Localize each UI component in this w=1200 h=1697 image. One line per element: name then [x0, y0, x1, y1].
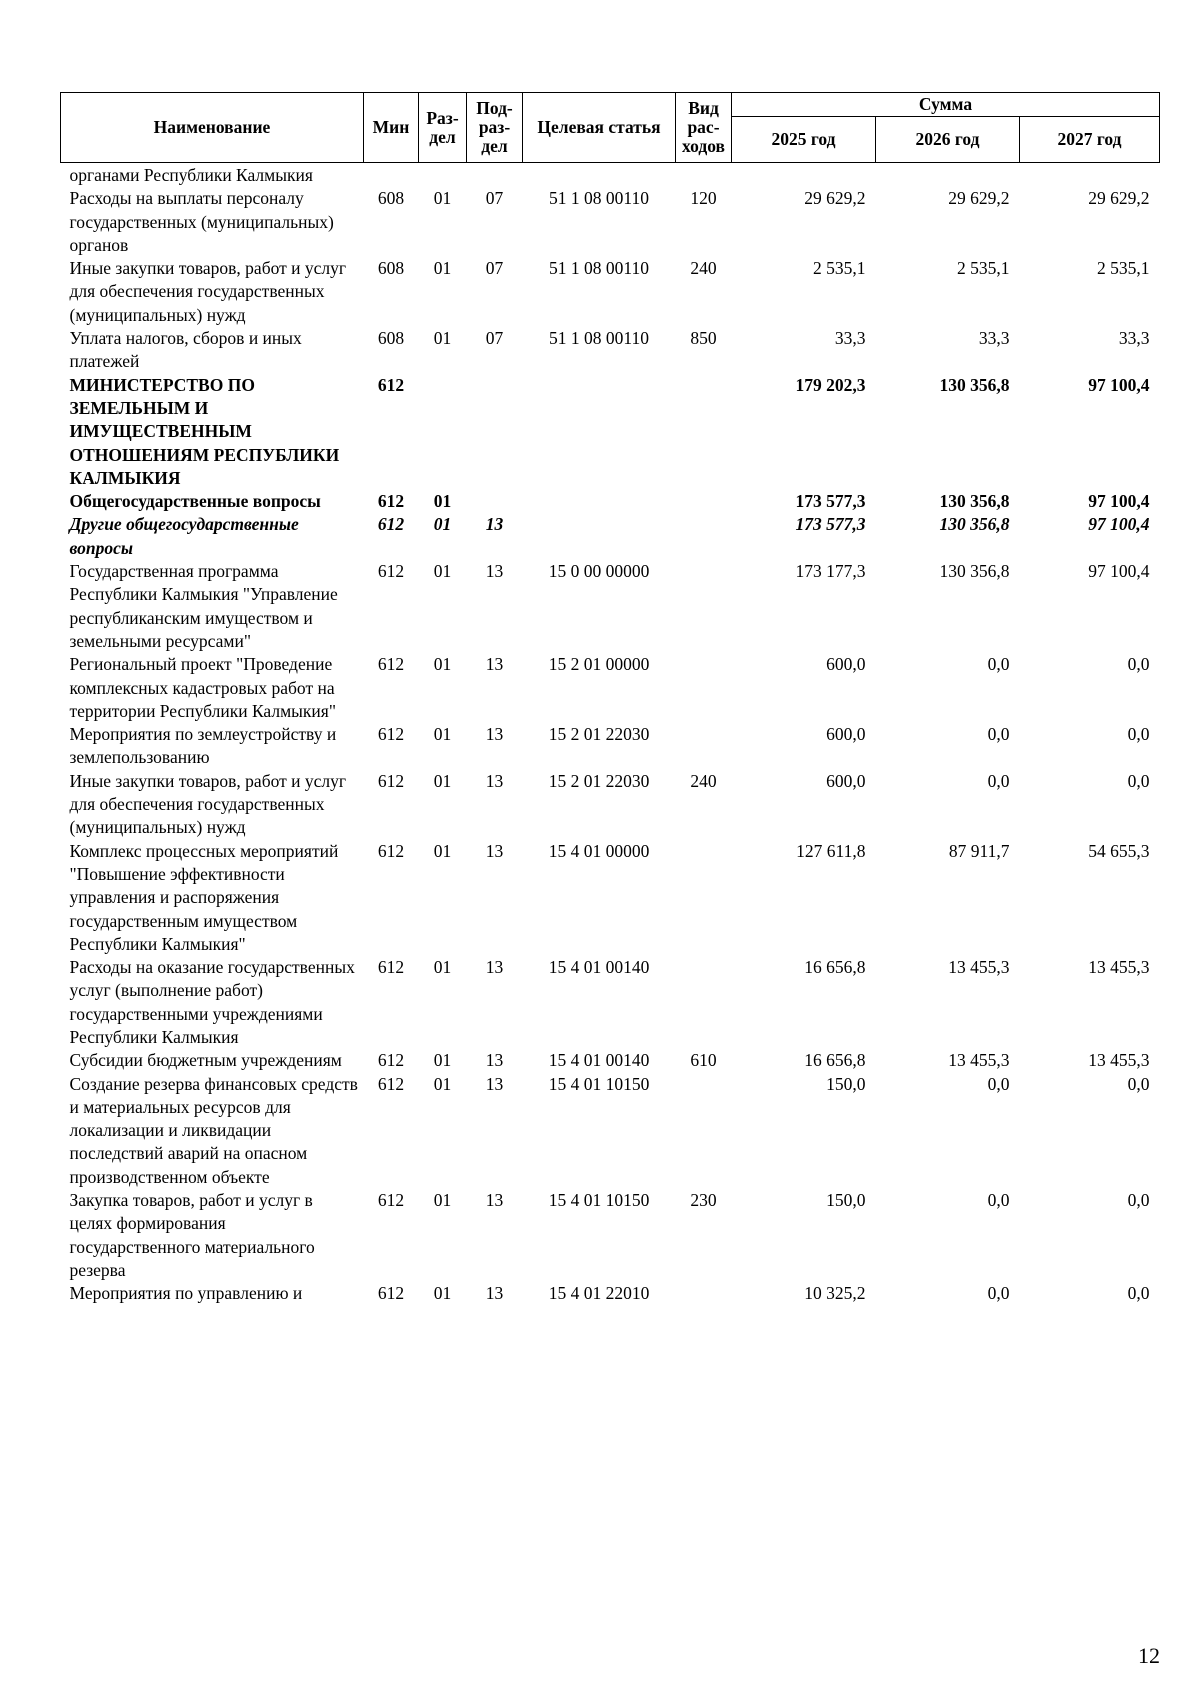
cell-sum-2025: 179 202,3: [795, 374, 866, 395]
table-row: [61, 1189, 1160, 1282]
table-row: [61, 1073, 1160, 1189]
cell-sum-2027: 0,0: [1127, 1283, 1150, 1304]
cell-name: Расходы на выплаты персоналу государственных (муниципальных) органов: [69, 188, 334, 255]
cell-name: Создание резерва финансовых средств и материальных ресурсов для локализации и ликвидации последствий аварий на опасном производственном объекте: [69, 1073, 358, 1187]
cell-expense-type: 240: [690, 770, 717, 791]
cell-sum-2027: 0,0: [1127, 654, 1150, 675]
cell-subsection: 13: [485, 1050, 504, 1071]
cell-sum-2025: 173 177,3: [795, 561, 866, 582]
cell-expense-type: [676, 374, 732, 490]
cell-sum-2025: 600,0: [826, 724, 866, 745]
cell-subsection: 07: [485, 328, 504, 349]
table-row: [61, 163, 1160, 188]
table-row: [61, 374, 1160, 490]
cell-expense-type: [676, 1282, 732, 1305]
cell-subsection: 07: [485, 258, 504, 279]
cell-name: Расходы на оказание государственных услуг (выполнение работ) государственными учреждениями Республики Калмыкия: [69, 957, 355, 1047]
cell-target-article: 15 2 01 22030: [548, 770, 650, 791]
cell-subsection: 13: [485, 561, 504, 582]
cell-section: 01: [433, 957, 452, 978]
cell-ministry: 612: [377, 491, 405, 512]
cell-sum-2025: 150,0: [826, 1190, 866, 1211]
cell-sum-2026: 87 911,7: [948, 840, 1010, 861]
cell-sum-2025: [732, 163, 876, 188]
page-number: 12: [1138, 1643, 1160, 1668]
cell-sum-2027: 13 455,3: [1088, 957, 1150, 978]
table-row: [61, 956, 1160, 1049]
cell-name: Закупка товаров, работ и услуг в целях формирования государственного материального резерва: [69, 1190, 315, 1280]
cell-section: 01: [433, 654, 452, 675]
cell-sum-2025: 16 656,8: [804, 1050, 866, 1071]
cell-sum-2026: 0,0: [987, 1190, 1010, 1211]
cell-sum-2026: 0,0: [987, 770, 1010, 791]
cell-sum-2026: 2 535,1: [957, 258, 1010, 279]
cell-expense-type: 850: [690, 328, 717, 349]
cell-subsection: 07: [485, 188, 504, 209]
cell-sum-2025: 600,0: [826, 770, 866, 791]
cell-section: 01: [433, 258, 452, 279]
cell-target-article: 51 1 08 00110: [549, 328, 649, 349]
header-year-2025: 2025 год: [732, 117, 876, 163]
header-expense-type: Вид рас-ходов: [676, 93, 732, 163]
cell-target-article: 15 4 01 00140: [548, 957, 650, 978]
header-year-2027: 2027 год: [1020, 117, 1160, 163]
cell-sum-2026: 13 455,3: [948, 957, 1010, 978]
cell-expense-type: [676, 653, 732, 723]
cell-sum-2027: 13 455,3: [1088, 1050, 1150, 1071]
cell-expense-type: 120: [690, 188, 717, 209]
cell-sum-2026: 130 356,8: [939, 491, 1010, 512]
header-min: Мин: [364, 93, 419, 163]
table-row: [61, 327, 1160, 374]
cell-sum-2025: 600,0: [826, 654, 866, 675]
table-row: [61, 770, 1160, 840]
table-row: [61, 1049, 1160, 1072]
cell-name: Государственная программа Республики Калмыкия "Управление республиканским имуществом и земельными ресурсами": [69, 561, 338, 651]
cell-sum-2026: 29 629,2: [948, 188, 1010, 209]
table-row: [61, 257, 1160, 327]
cell-sum-2027: 0,0: [1127, 770, 1150, 791]
cell-sum-2025: 16 656,8: [804, 957, 866, 978]
cell-section: 01: [433, 561, 452, 582]
cell-target-article: [523, 163, 676, 188]
cell-expense-type: [676, 513, 732, 560]
cell-expense-type: [676, 1073, 732, 1189]
cell-sum-2026: 0,0: [987, 1073, 1010, 1094]
cell-target-article: 15 4 01 10150: [548, 1190, 650, 1211]
cell-name: Региональный проект "Проведение комплексных кадастровых работ на территории Республики Калмыкия": [69, 654, 336, 721]
cell-section: 01: [433, 188, 452, 209]
cell-target-article: 15 4 01 10150: [548, 1073, 650, 1094]
cell-section: 01: [433, 840, 452, 861]
cell-sum-2026: 130 356,8: [939, 514, 1010, 535]
cell-section: [419, 163, 467, 188]
cell-name: Иные закупки товаров, работ и услуг для обеспечения государственных (муниципальных) нужд: [69, 770, 347, 838]
cell-ministry: 612: [377, 770, 405, 791]
cell-expense-type: 610: [690, 1050, 717, 1071]
cell-sum-2027: 97 100,4: [1088, 491, 1150, 512]
cell-sum-2027: 2 535,1: [1097, 258, 1150, 279]
cell-ministry: 608: [377, 258, 405, 279]
cell-name: Мероприятия по управлению и: [69, 1283, 303, 1304]
cell-subsection: 13: [485, 957, 504, 978]
cell-sum-2026: 130 356,8: [939, 374, 1010, 395]
cell-sum-2027: 0,0: [1127, 1190, 1150, 1211]
header-podrazdel: Под-раз-дел: [467, 93, 523, 163]
cell-subsection: 13: [485, 770, 504, 791]
table-row: [61, 490, 1160, 513]
cell-ministry: 608: [377, 328, 405, 349]
cell-ministry: 612: [377, 1283, 405, 1304]
cell-section: 01: [433, 724, 452, 745]
cell-section: 01: [433, 491, 452, 512]
cell-sum-2027: 33,3: [1118, 328, 1150, 349]
cell-sum-2027: 97 100,4: [1088, 374, 1150, 395]
budget-table: [60, 92, 1160, 1306]
cell-sum-2026: 0,0: [987, 1283, 1010, 1304]
cell-sum-2026: 0,0: [987, 724, 1010, 745]
cell-sum-2027: 54 655,3: [1088, 840, 1150, 861]
header-target-article: Целевая статья: [523, 93, 676, 163]
cell-sum-2027: [1020, 163, 1160, 188]
cell-sum-2025: 29 629,2: [804, 188, 866, 209]
table-row: [61, 187, 1160, 257]
cell-section: [419, 374, 467, 490]
cell-sum-2025: 127 611,8: [796, 840, 866, 861]
cell-sum-2025: 173 577,3: [795, 514, 866, 535]
cell-expense-type: [676, 490, 732, 513]
cell-sum-2025: 150,0: [826, 1073, 866, 1094]
cell-expense-type: 240: [690, 258, 717, 279]
cell-name: Общегосударственные вопросы: [69, 491, 321, 512]
cell-subsection: [467, 163, 523, 188]
table-row: [61, 653, 1160, 723]
table-row: [61, 1282, 1160, 1305]
cell-section: 01: [433, 1283, 452, 1304]
cell-target-article: 15 4 01 22010: [548, 1283, 650, 1304]
header-year-2026: 2026 год: [876, 117, 1020, 163]
cell-sum-2026: 0,0: [987, 654, 1010, 675]
table-row: [61, 513, 1160, 560]
cell-expense-type: 230: [690, 1190, 717, 1211]
cell-ministry: 612: [377, 957, 405, 978]
cell-subsection: 13: [485, 1283, 504, 1304]
cell-target-article: 15 2 01 00000: [548, 654, 650, 675]
cell-subsection: [467, 374, 523, 490]
cell-ministry: 612: [377, 561, 405, 582]
cell-name: Иные закупки товаров, работ и услуг для обеспечения государственных (муниципальных) нужд: [69, 258, 347, 325]
cell-target-article: [523, 490, 676, 513]
table-body: [61, 163, 1160, 1306]
cell-name: Комплекс процессных мероприятий "Повышение эффективности управления и распоряжения государственным имуществом Республики Калмыкия": [69, 840, 339, 954]
cell-sum-2026: [876, 163, 1020, 188]
cell-name: Мероприятия по землеустройству и землепользованию: [69, 724, 337, 768]
cell-target-article: 51 1 08 00110: [549, 258, 649, 279]
table-row: [61, 840, 1160, 956]
table-row: [61, 560, 1160, 653]
cell-subsection: 13: [485, 724, 504, 745]
cell-ministry: 612: [377, 840, 405, 861]
cell-target-article: [523, 513, 676, 560]
cell-section: 01: [433, 328, 452, 349]
cell-section: 01: [433, 1050, 452, 1071]
cell-expense-type: [676, 723, 732, 770]
cell-name: Уплата налогов, сборов и иных платежей: [69, 328, 302, 372]
cell-target-article: 15 4 01 00000: [548, 840, 650, 861]
cell-ministry: 612: [377, 374, 405, 395]
cell-sum-2027: 0,0: [1127, 724, 1150, 745]
cell-subsection: 13: [485, 1190, 504, 1211]
cell-sum-2027: 97 100,4: [1088, 561, 1150, 582]
cell-sum-2025: 33,3: [834, 328, 866, 349]
table-row: [61, 723, 1160, 770]
cell-target-article: [523, 374, 676, 490]
cell-name: Другие общегосударственные вопросы: [69, 514, 299, 558]
cell-sum-2027: 97 100,4: [1088, 514, 1150, 535]
cell-subsection: 13: [485, 654, 504, 675]
cell-section: 01: [433, 1190, 452, 1211]
cell-target-article: 15 2 01 22030: [548, 724, 650, 745]
header-razdel: Раз-дел: [419, 93, 467, 163]
cell-expense-type: [676, 560, 732, 653]
cell-ministry: 612: [377, 1190, 405, 1211]
cell-sum-2025: 10 325,2: [804, 1283, 866, 1304]
cell-sum-2026: 130 356,8: [939, 561, 1010, 582]
cell-expense-type: [676, 840, 732, 956]
cell-sum-2025: 2 535,1: [813, 258, 866, 279]
cell-target-article: 51 1 08 00110: [549, 188, 649, 209]
cell-section: 01: [433, 1073, 452, 1094]
cell-subsection: [467, 490, 523, 513]
cell-subsection: 13: [485, 1073, 504, 1094]
cell-name: МИНИСТЕРСТВО ПО ЗЕМЕЛЬНЫМ И ИМУЩЕСТВЕННЫМ ОТНОШЕНИЯМ РЕСПУБЛИКИ КАЛМЫКИЯ: [69, 374, 340, 488]
cell-ministry: 612: [377, 1073, 405, 1094]
cell-expense-type: [676, 163, 732, 188]
header-sum: Сумма: [732, 93, 1160, 117]
cell-target-article: 15 0 00 00000: [548, 561, 650, 582]
cell-sum-2027: 29 629,2: [1088, 188, 1150, 209]
cell-sum-2026: 13 455,3: [948, 1050, 1010, 1071]
cell-sum-2025: 173 577,3: [795, 491, 866, 512]
header-name: Наименование: [61, 93, 364, 163]
cell-ministry: 608: [377, 188, 405, 209]
cell-name: Субсидии бюджетным учреждениям: [69, 1050, 342, 1071]
cell-name: органами Республики Калмыкия: [69, 165, 313, 185]
cell-section: 01: [433, 514, 452, 535]
cell-expense-type: [676, 956, 732, 1049]
cell-subsection: 13: [485, 840, 504, 861]
cell-sum-2026: 33,3: [978, 328, 1010, 349]
cell-ministry: [364, 163, 419, 188]
cell-ministry: 612: [377, 1050, 405, 1071]
cell-target-article: 15 4 01 00140: [548, 1050, 650, 1071]
cell-ministry: 612: [377, 514, 405, 535]
cell-subsection: 13: [485, 514, 504, 535]
cell-section: 01: [433, 770, 452, 791]
cell-ministry: 612: [377, 724, 405, 745]
cell-ministry: 612: [377, 654, 405, 675]
cell-sum-2027: 0,0: [1127, 1073, 1150, 1094]
